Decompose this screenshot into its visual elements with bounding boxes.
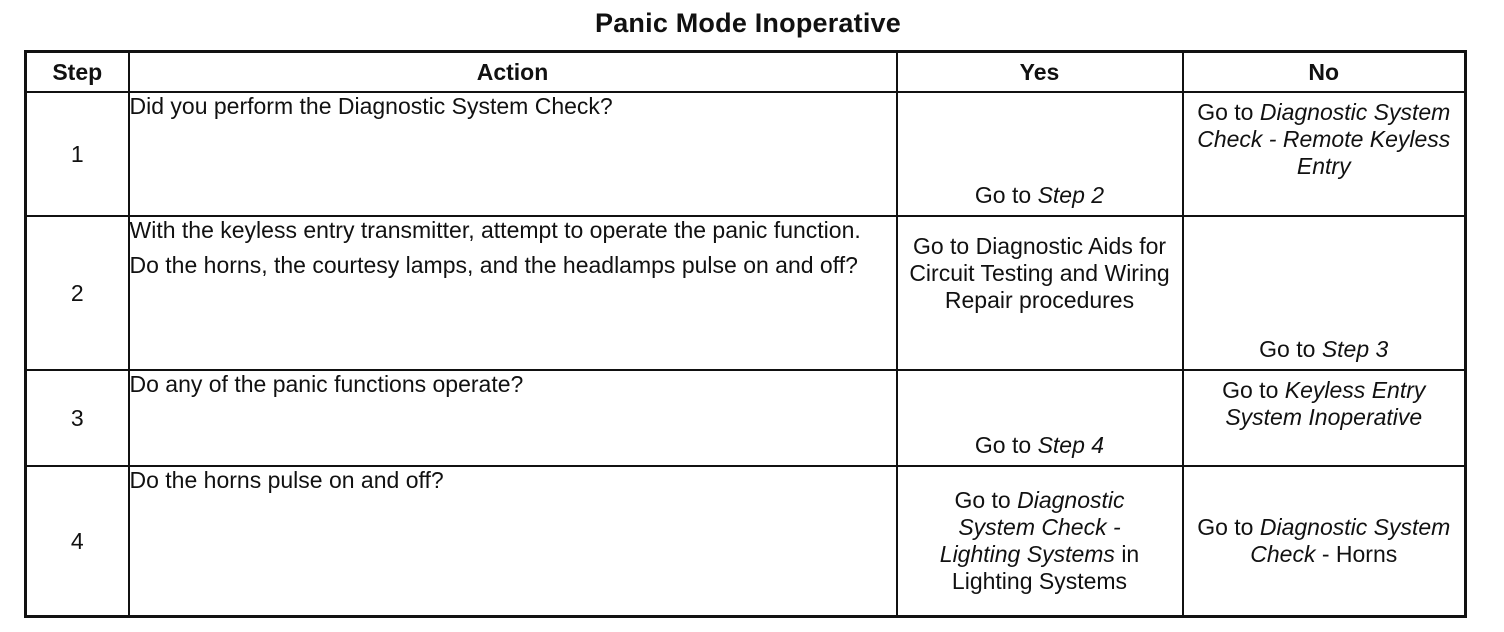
step-link[interactable]: Step 2	[1037, 182, 1105, 209]
step-link[interactable]: Step 3	[1321, 336, 1389, 363]
table-row	[26, 370, 1466, 466]
action-text: Did you perform the Diagnostic System Check?	[129, 93, 613, 119]
table-row	[26, 216, 1466, 370]
yes-reference[interactable]: Go to Step 2	[974, 182, 1105, 209]
action-cell	[129, 92, 897, 216]
action-text: Do any of the panic functions operate?	[129, 371, 524, 398]
action-cell	[129, 370, 897, 466]
action-cell	[129, 466, 897, 616]
step-number: 3	[26, 370, 129, 466]
action-text: With the keyless entry transmitter, attempt to operate the panic function.	[129, 217, 861, 244]
action-question: Do the horns, the courtesy lamps, and the headlamps pulse on and off?	[129, 252, 858, 279]
no-reference[interactable]: Go to Keyless Entry System Inoperative	[1222, 377, 1426, 431]
no-cell	[1183, 466, 1466, 616]
yes-reference[interactable]: Go to Diagnostic Aids for Circuit Testing and Wiring Repair procedures	[909, 233, 1170, 314]
page-title: Panic Mode Inoperative	[595, 8, 901, 38]
yes-cell	[897, 466, 1183, 616]
procedure-link[interactable]: Keyless Entry System Inoperative	[1225, 377, 1426, 431]
step-link[interactable]: Step 4	[1037, 432, 1105, 459]
yes-cell	[897, 370, 1183, 466]
header-yes: Yes	[897, 52, 1183, 93]
step-number: 1	[26, 92, 129, 216]
action-cell	[129, 216, 897, 370]
header-step: Step	[26, 52, 129, 93]
no-reference[interactable]: Go to Step 3	[1259, 336, 1389, 363]
header-action: Action	[129, 52, 897, 93]
action-text: Do the horns pulse on and off?	[129, 467, 444, 494]
procedure-link[interactable]: Diagnostic System Check - Lighting Systems	[939, 487, 1125, 568]
no-cell	[1183, 92, 1466, 216]
yes-reference[interactable]: Go to Step 4	[974, 432, 1105, 459]
diagnostic-table	[24, 50, 1467, 618]
table-row	[26, 466, 1466, 616]
yes-reference[interactable]: Go to Diagnostic System Check - Lighting Systems in Lighting Systems	[939, 487, 1140, 595]
table-row	[26, 92, 1466, 216]
yes-cell	[897, 216, 1183, 370]
step-number: 4	[26, 466, 129, 616]
step-number: 2	[26, 216, 129, 370]
no-reference[interactable]: Go to Diagnostic System Check - Remote Keyless Entry	[1197, 99, 1451, 179]
no-reference[interactable]: Go to Diagnostic System Check - Horns	[1197, 514, 1451, 568]
table-header-row	[26, 52, 1466, 93]
yes-cell	[897, 92, 1183, 216]
procedure-link[interactable]: Diagnostic System Check - Remote Keyless Entry	[1197, 99, 1451, 179]
header-no: No	[1183, 52, 1466, 93]
no-cell	[1183, 216, 1466, 370]
no-cell	[1183, 370, 1466, 466]
procedure-link[interactable]: Diagnostic System Check	[1250, 514, 1451, 568]
